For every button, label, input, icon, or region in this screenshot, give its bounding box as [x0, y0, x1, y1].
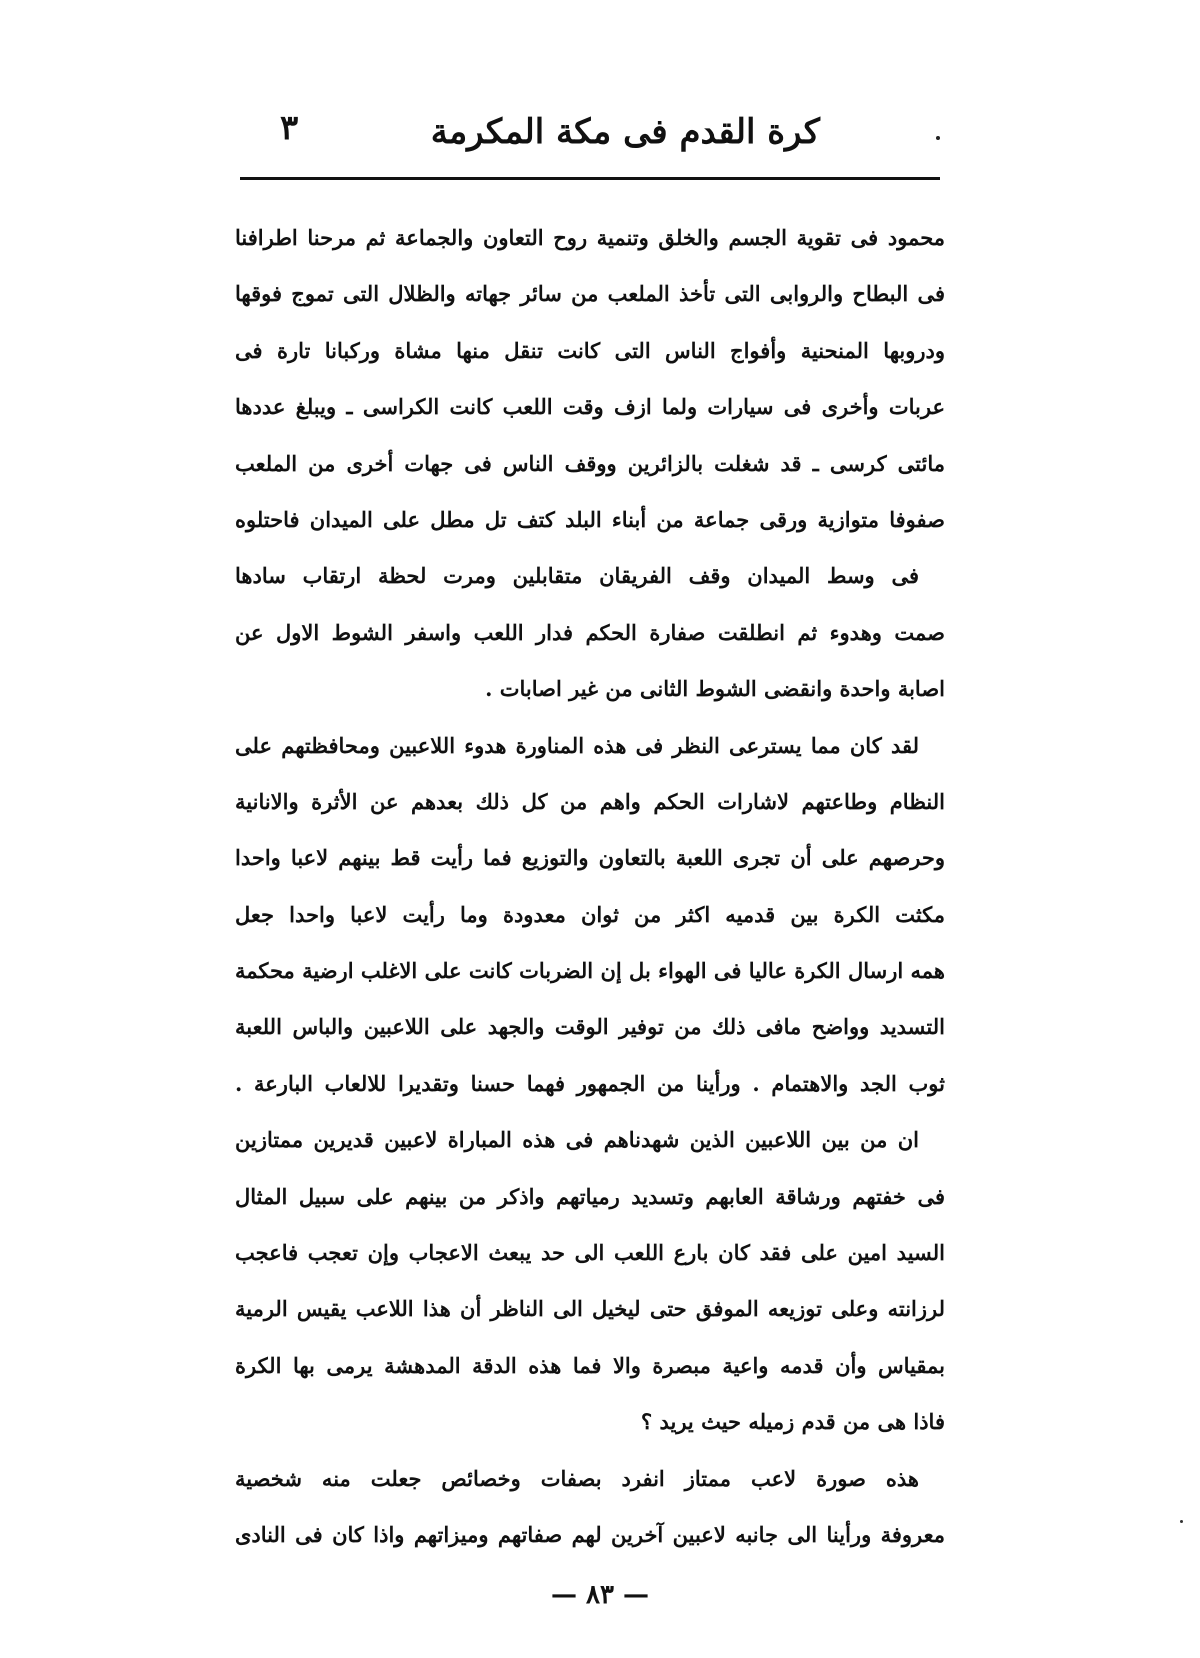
header-dot — [936, 136, 940, 140]
text-line: لقد كان مما يسترعى النظر فى هذه المناورة هدوء اللاعبين ومحافظتهم على — [235, 732, 919, 758]
text-line: هذه صورة لاعب ممتاز انفرد بصفات وخصائص جعلت منه شخصية — [235, 1465, 919, 1491]
text-line: اصابة واحدة وانقضى الشوط الثانى من غير اصابات . — [485, 676, 945, 702]
text-line: فى وسط الميدان وقف الفريقان متقابلين ومرت لحظة ارتقاب سادها — [235, 563, 919, 589]
text-line: معروفة ورأينا الى جانبه لاعبين آخرين لهم صفاتهم وميزاتهم واذا كان فى النادى — [235, 1521, 945, 1547]
text-line: مائتى كرسى ـ قد شغلت بالزائرين ووقف الناس فى جهات أخرى من الملعب — [235, 450, 945, 476]
page-folio: — ٨٣ — — [550, 1580, 650, 1610]
text-line: محمود فى تقوية الجسم والخلق وتنمية روح التعاون والجماعة ثم مرحنا اطرافنا — [235, 225, 945, 250]
text-line: وحرصهم على أن تجرى اللعبة بالتعاون والتوزيع فما رأيت قط بينهم لاعبا واحدا — [235, 845, 945, 871]
margin-speck — [1180, 1520, 1183, 1523]
text-line: صفوفا متوازية ورقى جماعة من أبناء البلد كتف تل مطل على الميدان فاحتلوه — [235, 506, 945, 532]
running-head-title: كرة القدم فى مكة المكرمة — [430, 112, 820, 152]
text-line: السيد امين على فقد كان بارع اللعب الى حد يبعث الاعجاب وإن تعجب فاعجب — [235, 1240, 945, 1266]
text-line: التسديد وواضح مافى ذلك من توفير الوقت والجهد على اللاعبين والباس اللعبة — [235, 1014, 945, 1040]
text-line: ودروبها المنحنية وأفواج الناس التى كانت تنقل منها مشاة وركبانا تارة فى — [235, 337, 945, 363]
text-line: ان من بين اللاعبين الذين شهدناهم فى هذه المباراة لاعبين قديرين ممتازين — [235, 1127, 919, 1153]
text-line: لرزانته وعلى توزيعه الموفق حتى ليخيل الى الناظر أن هذا اللاعب يقيس الرمية — [235, 1296, 945, 1322]
text-line: فاذا هى من قدم زميله حيث يريد ؟ — [641, 1409, 945, 1435]
text-line: فى البطاح والروابى التى تأخذ الملعب من سائر جهاته والظلال التى تموج فوقها — [235, 281, 945, 307]
chapter-page-number: ٣ — [280, 108, 299, 148]
text-line: ثوب الجد والاهتمام . ورأينا من الجمهور فهما حسنا وتقديرا للالعاب البارعة . — [235, 1070, 945, 1096]
text-line: همه ارسال الكرة عاليا فى الهواء بل إن الضربات كانت على الاغلب ارضية محكمة — [235, 958, 945, 984]
text-line: بمقياس وأن قدمه واعية مبصرة والا فما هذه الدقة المدهشة يرمى بها الكرة — [235, 1352, 945, 1378]
text-line: فى خفتهم ورشاقة العابهم وتسديد رمياتهم واذكر من بينهم على سبيل المثال — [235, 1183, 945, 1209]
text-line: عربات وأخرى فى سيارات ولما ازف وقت اللعب كانت الكراسى ـ ويبلغ عددها — [235, 394, 945, 420]
text-line: صمت وهدوء ثم انطلقت صفارة الحكم فدار اللعب واسفر الشوط الاول عن — [235, 619, 945, 645]
text-line: النظام وطاعتهم لاشارات الحكم واهم من كل ذلك بعدهم عن الأثرة والانانية — [235, 788, 945, 814]
header-rule — [240, 177, 940, 180]
body-text — [235, 210, 945, 1563]
text-line: مكثت الكرة بين قدميه اكثر من ثوان معدودة وما رأيت لاعبا واحدا جعل — [235, 901, 945, 927]
running-head — [240, 108, 940, 158]
